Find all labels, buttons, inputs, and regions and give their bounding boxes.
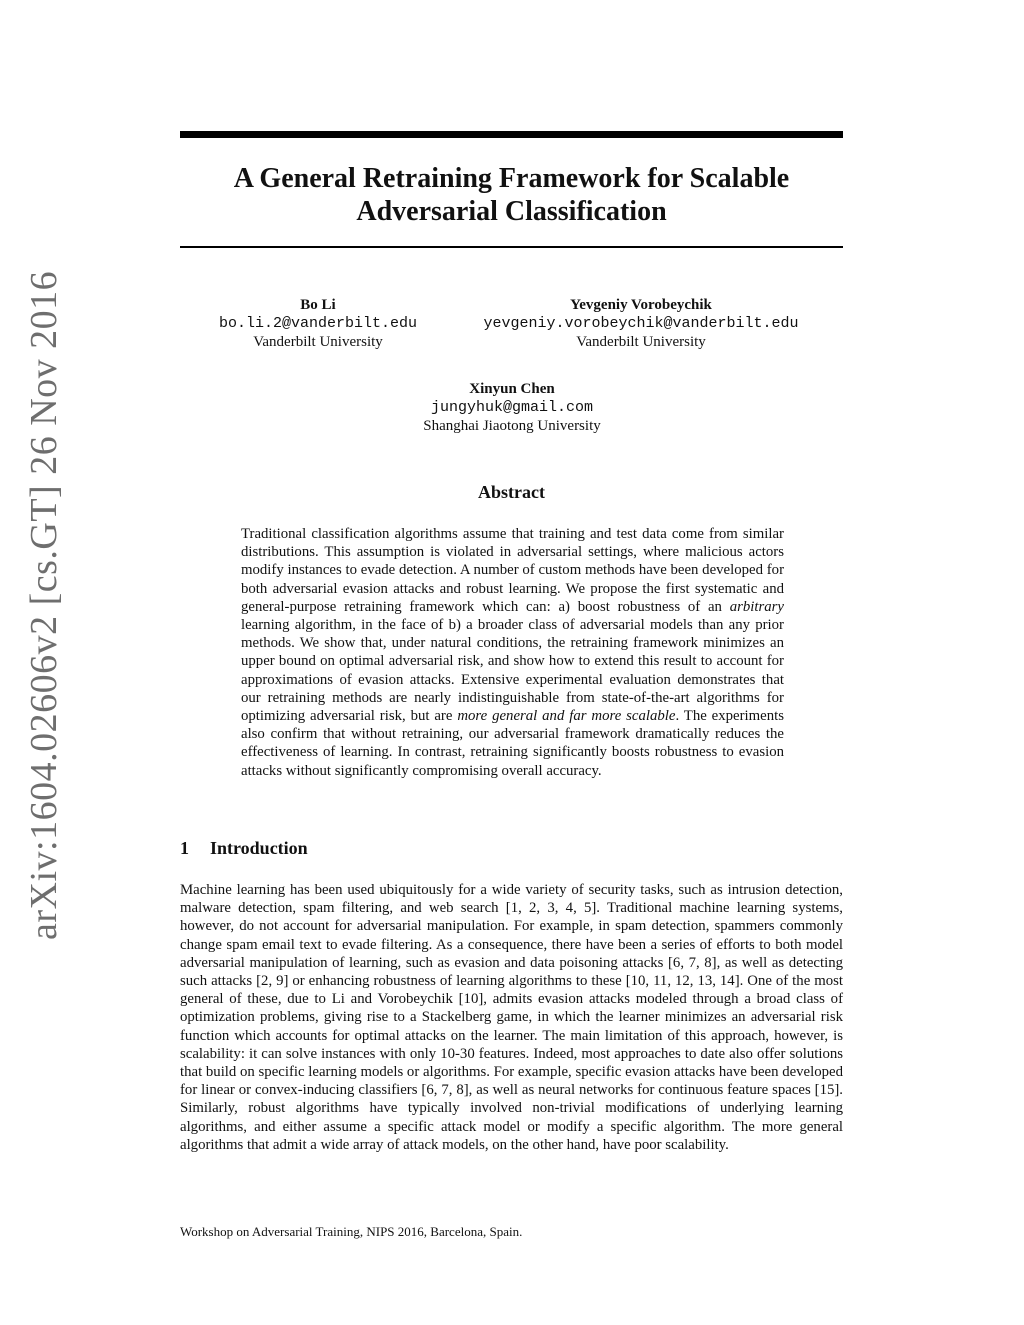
section-heading-introduction — [180, 838, 308, 859]
abstract-italic-arbitrary: arbitrary — [729, 598, 784, 615]
title-line-2: Adversarial Classification — [356, 196, 667, 227]
venue-footnote: Workshop on Adversarial Training, NIPS 2016, Barcelona, Spain. — [180, 1224, 523, 1239]
abstract-text-part-2: learning algorithm, in the face of b) a broader class of adversarial models than any prior methods. We show that, under natural conditions, the retraining framework minimizes an upper bound on optimal adversarial risk, and show how to extend this result to account for approximations of evasion attacks. Extensive experimental evaluation demonstrates that our retraining methods are nearly indistinguishable from state-of-the-art algorithms for optimizing adversarial risk, but are — [241, 617, 784, 725]
title-line-1: A General Retraining Framework for Scalable — [233, 163, 790, 194]
author-affiliation: Shanghai Jiaotong University — [423, 418, 601, 434]
introduction-paragraph: Machine learning has been used ubiquitously for a wide variety of security tasks, such as intrusion detection, malware detection, spam filtering, and web search [1, 2, 3, 4, 5]. Traditional machine learning systems, however, do not account for adversarial manipulation. For example, in spam detection, spammers commonly change spam email text to evade filtering. As a consequence, there have been a series of efforts to both model adversarial manipulation of learning, such as evasion and data poisoning attacks [6, 7, 8], as well as detecting such attacks [2, 9] or enhancing robustness of learning algorithms to these [10, 11, 12, 13, 14]. One of the most general of these, due to Li and Vorobeychik [10], admits evasion attacks modeled through a broad class of optimization problems, giving rise to a Stackelberg game, in which the learner minimizes an adversarial risk function which accounts for optimal attacks on the learner. The main limitation of this approach, however, is scalability: it can solve instances with only 10-30 features. Indeed, most approaches to date also offer solutions that build on specific learning models or algorithms. For example, specific evasion attacks have been developed for linear or convex-inducing classifiers [6, 7, 8], as well as neural networks for continuous feature spaces [15]. Similarly, robust algorithms have typically involved non-trivial modifications of underlying learning algorithms, and either assume a specific attack model or modify a specific algorithm. The more general algorithms that admit a wide array of attack models, on the other hand, have poor scalability. — [180, 882, 843, 1153]
arxiv-stamp: arXiv:1604.02606v2 [cs.GT] 26 Nov 2016 — [23, 270, 65, 940]
author-email: yevgeniy.vorobeychik@vanderbilt.edu — [483, 314, 799, 332]
author-block-2 — [458, 296, 824, 352]
author-name: Xinyun Chen — [469, 381, 555, 397]
abstract-heading: Abstract — [478, 482, 545, 502]
author-block-3 — [380, 380, 644, 436]
author-email: jungyhuk@gmail.com — [430, 398, 594, 416]
section-number: 1 — [180, 838, 189, 858]
author-affiliation: Vanderbilt University — [253, 334, 383, 350]
author-affiliation: Vanderbilt University — [576, 334, 706, 350]
section-title: Introduction — [210, 838, 308, 858]
abstract-text-part-1: Traditional classification algorithms assume that training and test data come from similar distributions. This assumption is violated in adversarial settings, where malicious actors modify instances to evade detection. A number of custom methods have been developed for both adversarial evasion attacks and robust learning. We propose the first systematic and general-purpose retraining framework which can: a) boost robustness of an — [241, 526, 784, 615]
paper-title — [180, 162, 843, 228]
author-email: bo.li.2@vanderbilt.edu — [218, 314, 418, 332]
abstract-italic-scalable: more general and far more scalable — [457, 708, 676, 725]
abstract-text-part-3: . The experiments also confirm that without retraining, our adversarial framework dramatically reduces the effectiveness of learning. In contrast, retraining significantly boosts robustness to evasion attacks without significantly compromising overall accuracy. — [241, 708, 784, 779]
author-name: Yevgeniy Vorobeychik — [570, 297, 712, 313]
title-top-rule — [180, 131, 843, 138]
abstract-text — [241, 525, 784, 780]
title-bottom-rule — [180, 246, 843, 248]
author-name: Bo Li — [300, 297, 336, 313]
author-block-1 — [198, 296, 438, 352]
